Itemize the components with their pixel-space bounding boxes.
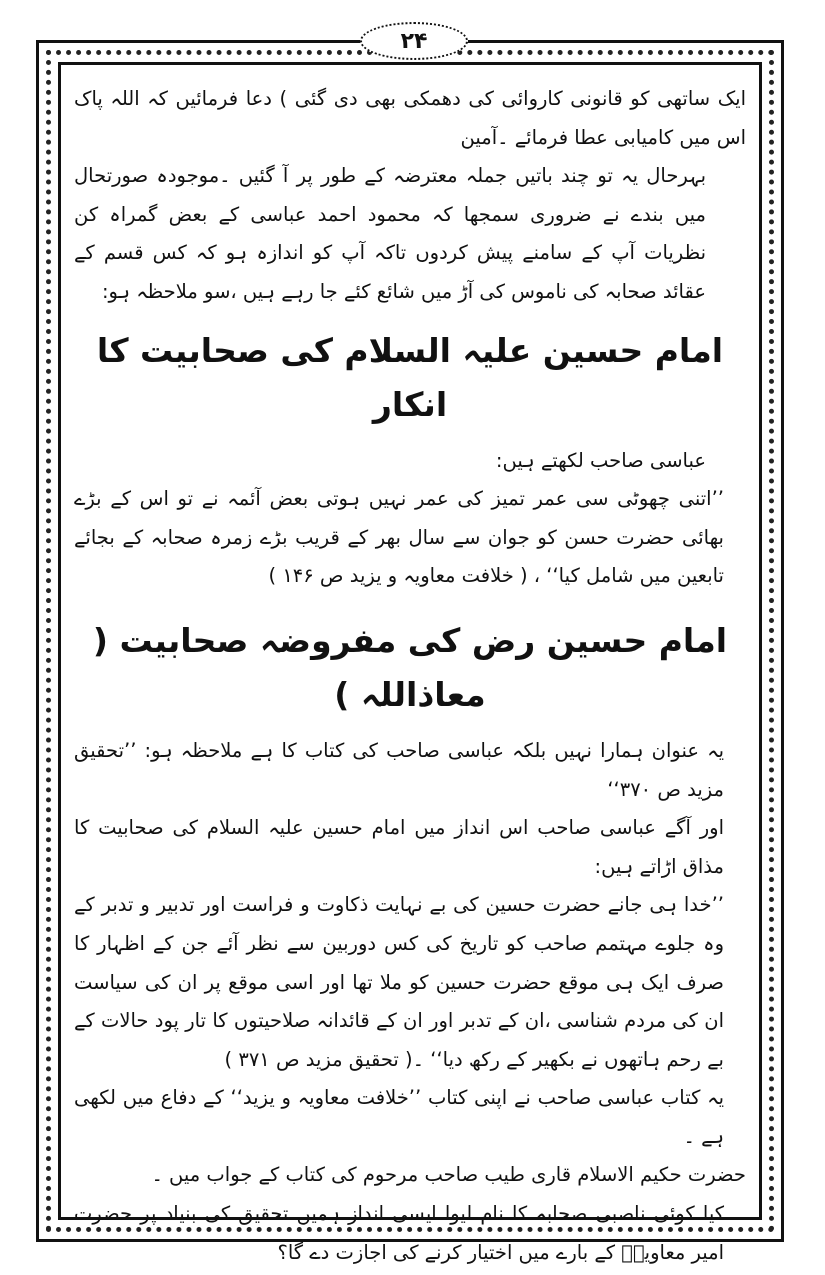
section2-line1: یہ عنوان ہمارا نہیں بلکہ عباسی صاحب کی کتاب کا ہے ملاحظہ ہو: ’’تحقیق مزید ص ۳۷۰‘‘: [74, 738, 724, 801]
section-heading-2: امام حسین رض کی مفروضہ صحابیت ( معاذاللہ ): [92, 620, 728, 714]
page-content: [74, 80, 746, 1264]
section2-line3: یہ کتاب عباسی صاحب نے اپنی کتاب ’’خلافت معاویہ و یزید‘‘ کے دفاع میں لکھی ہے ۔: [74, 1086, 724, 1148]
section2-line2: اور آگے عباسی صاحب اس انداز میں امام حسین علیہ السلام کی صحابیت کا مذاق اڑاتے ہیں:: [74, 816, 724, 878]
paragraph-1: ایک ساتھی کو قانونی کاروائی کی دھمکی بھی دی گئی ) دعا فرمائیں کہ اللہ پاک اس میں کامیابی عطا فرمائے ۔آمین: [74, 87, 746, 149]
section2-quote: ’’خدا ہی جانے حضرت حسین کی بے نہایت ذکاوت و فراست اور تدبیر و تدبر کے وہ جلوے مہتمم صاحب کو تاریخ کی کس دوربین سے نظر آئے جن کے اظہار کا صرف ایک ہی موقع حضرت حسین کو ملا تھا اور اسی موقع پر ان کی سیاست ان کی مردم شناسی ،ان کے تدبر اور ان کے قائدانہ صلاحیتوں کا تار پود حالات کے بے رحم ہاتھوں نے بکھیر کے رکھ دیا‘‘ ۔( تحقیق مزید ص ۳۷۱ ): [74, 893, 724, 1071]
page-number: ۲۴: [400, 28, 428, 54]
section1-intro: عباسی صاحب لکھتے ہیں:: [495, 448, 706, 472]
section2-line4: حضرت حکیم الاسلام قاری طیب صاحب مرحوم کی کتاب کے جواب میں ۔: [151, 1163, 746, 1187]
paragraph-2: بہرحال یہ تو چند باتیں جملہ معترضہ کے طور پر آ گئیں ۔موجودہ صورتحال میں بندے نے ضروری سمجھا کہ محمود احمد عباسی کے بعض گمراہ کن نظریات آپ کے سامنے پیش کردوں تاکہ آپ کو اندازہ ہو کہ کس قسم کے عقائد صحابہ کی ناموس کی آڑ میں شائع کئے جا رہے ہیں ،سو ملاحظہ ہو:: [74, 164, 706, 303]
section2-line5: کیا کوئی ناصبی صحابہ کا نام لیوا ایسی انداز ہمیں تحقیق کی بنیاد پر حضرت امیر معاویہؓ کے بارے میں اختیار کرنے کی اجازت دے گا؟: [74, 1202, 724, 1264]
page-number-badge: [360, 22, 468, 60]
section-heading-1: امام حسین علیہ السلام کی صحابیت کا انکار: [96, 330, 724, 424]
section1-quote: ’’اتنی چھوٹی سی عمر تمیز کی عمر نہیں ہوتی بعض آئمہ نے تو اس کے بڑے بھائی حضرت حسن کو جوان سے سال بھر کے قریب بڑے زمرہ صحابہ کے بجائے تابعین میں شامل کیا‘‘ ، ( خلافت معاویہ و یزید ص ۱۴۶ ): [74, 487, 724, 588]
